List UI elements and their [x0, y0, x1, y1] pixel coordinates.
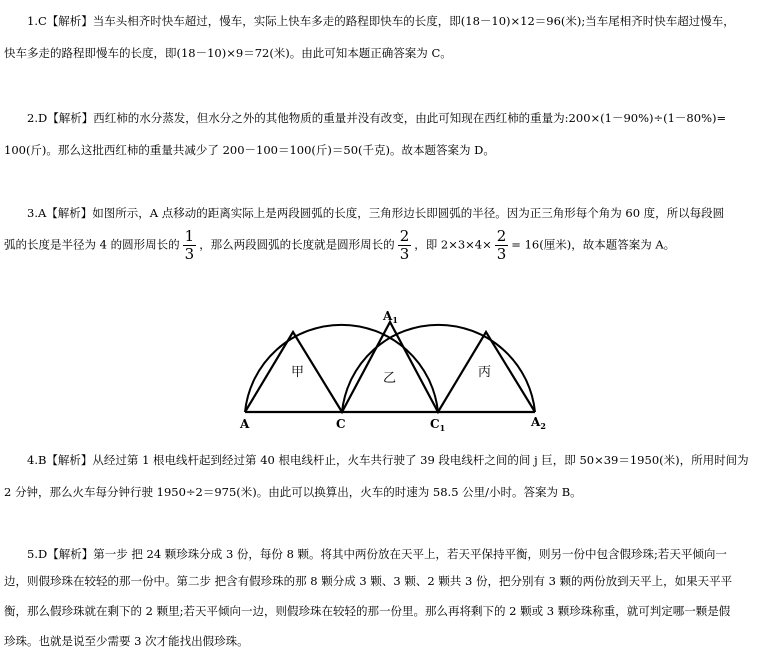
answer-5-line-1: 5.D【解析】第一步 把 24 颗珍珠分成 3 份，每份 8 颗。将其中两份放在天平上，若天平保持平衡，则另一份中包含假珍珠;若天平倾向一 — [27, 547, 727, 561]
answer-5-line-3: 衡，那么假珍珠就在剩下的 2 颗里;若天平倾向一边，则假珍珠在较轻的那一份里。那么再将剩下的 2 颗或 3 颗珍珠称重，就可判定哪一颗是假 — [4, 604, 731, 618]
answer-4-line-2: 2 分钟，那么火车每分钟行驶 1950÷2＝975(米)。由此可以换算出，火车的时速为 58.5 公里/小时。答案为 B。 — [4, 485, 582, 499]
point-a: A — [240, 417, 250, 431]
label-jia: 甲 — [291, 365, 305, 380]
answer-5-line-4: 珍珠。也就是说至少需要 3 次才能找出假珍珠。 — [4, 634, 249, 648]
right-arc — [342, 325, 535, 412]
label-bing: 丙 — [478, 365, 492, 380]
answer-5-line-2: 边，则假珍珠在较轻的那一份中。第二步 把含有假珍珠的那 8 颗分成 3 颗、3 颗、2 颗共 3 份，把分别有 3 颗的两份放到天平上，如果天平平 — [4, 574, 733, 588]
answer-3-line-2 — [4, 228, 675, 263]
fraction-two-thirds: $\frac{2}{3}$ — [399, 227, 410, 263]
answer-2-line-1: 2.D【解析】西红柿的水分蒸发，但水分之外的其他物质的重量并没有改变，由此可知现在西红柿的重量为:200×(1－90%)÷(1－80%)= — [27, 111, 727, 125]
answer-1-line-2: 快车多走的路程即慢车的长度，即(18－10)×9＝72(米)。由此可知本题正确答案为 C。 — [4, 46, 452, 60]
fraction-one-third: $\frac{1}{3}$ — [184, 227, 195, 263]
answer-3-text-3: ，即 2×3×4× — [414, 237, 492, 252]
point-c: C — [336, 417, 346, 431]
answer-3-line-1: 3.A【解析】如图所示，A 点移动的距离实际上是两段圆弧的长度，三角形边长即圆弧的半径。因为正三角形每个角为 60 度，所以每段圆 — [27, 206, 725, 220]
point-c1: $C_1$ — [430, 417, 446, 433]
point-a1: $A_1$ — [383, 309, 398, 325]
answer-3-text-4: = 16(厘米)，故本题答案为 A。 — [511, 237, 676, 252]
arc-triangle-diagram — [230, 296, 560, 436]
label-yi: 乙 — [383, 371, 397, 386]
point-a2: $A_2$ — [531, 415, 546, 431]
answer-4-line-1: 4.B【解析】从经过第 1 根电线杆起到经过第 40 根电线杆止，火车共行驶了 39 段电线杆之间的间 j 巨，即 50×39＝1950(米)，所用时间为 — [27, 453, 749, 467]
answer-3-text-2: ，那么两段圆弧的长度就是圆形周长的 — [199, 237, 395, 252]
left-arc — [245, 325, 438, 412]
answer-2-line-2: 100(斤)。那么这批西红柿的重量共减少了 200－100＝100(斤)＝50(千克)。故本题答案为 D。 — [4, 143, 495, 157]
answer-1-line-1: 1.C【解析】当车头相齐时快车超过，慢车，实际上快车多走的路程即快车的长度，即(18－10)×12＝96(米);当车尾相齐时快车超过慢车， — [27, 14, 735, 28]
triangle-edges — [245, 322, 535, 412]
answer-3-text-1: 弧的长度是半径为 4 的圆形周长的 — [4, 237, 180, 252]
fraction-two-thirds-2: $\frac{2}{3}$ — [496, 227, 507, 263]
